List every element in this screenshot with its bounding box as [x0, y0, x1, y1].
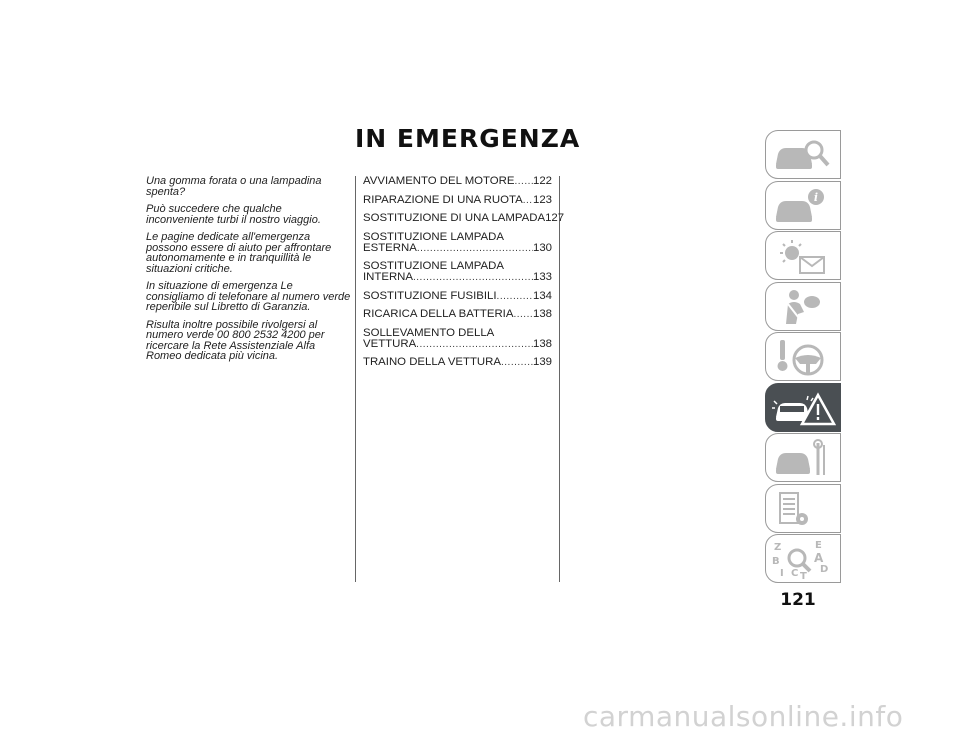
- chapter-tab-maintenance[interactable]: [765, 433, 841, 482]
- toc-label: SOSTITUZIONE FUSIBILI: [363, 289, 497, 302]
- toc-label: AVVIAMENTO DEL MOTORE: [363, 175, 515, 187]
- toc-label-line1: SOSTITUZIONE LAMPADA: [363, 260, 504, 272]
- toc-label: RICARICA DELLA BATTERIA: [363, 308, 514, 320]
- steering-wheel-icon: [770, 336, 836, 378]
- toc-label: INTERNA: [363, 271, 413, 283]
- toc-entry[interactable]: [363, 195, 552, 206]
- index-letter: E: [815, 540, 822, 551]
- toc-page: 123: [532, 193, 552, 206]
- column-divider: [355, 176, 356, 582]
- warning-light-message-icon: [770, 235, 836, 277]
- svg-text:i: i: [813, 190, 819, 204]
- chapter-tab-technical-data[interactable]: [765, 484, 841, 533]
- toc-entry[interactable]: [363, 328, 552, 350]
- chapter-tab-safety[interactable]: [765, 282, 841, 331]
- intro-text: [146, 176, 352, 369]
- index-letter: D: [820, 564, 829, 575]
- index-letter: B: [772, 556, 780, 567]
- chapter-tab-car-search[interactable]: [765, 130, 841, 179]
- toc-entry[interactable]: [363, 176, 552, 187]
- page-number: 121: [780, 590, 816, 610]
- toc-label: SOSTITUZIONE DI UNA LAMPADA: [363, 212, 546, 224]
- chapter-tab-warning-lights[interactable]: [765, 231, 841, 280]
- chapter-tabs: [765, 130, 841, 585]
- intro-paragraph: Risulta inoltre possibile rivolgersi al numero verde 00 800 2532 4200 per ricercare la Rete Assistenziale Alfa Romeo dedicata più vicina.: [146, 318, 325, 362]
- toc-entry[interactable]: [363, 212, 565, 224]
- toc-page: 127: [545, 212, 565, 224]
- chapter-tab-car-info[interactable]: [765, 181, 841, 230]
- index-letter: I: [780, 568, 784, 579]
- page-title: IN EMERGENZA: [355, 124, 581, 153]
- car-info-icon: [770, 185, 836, 227]
- chapter-tab-emergency[interactable]: [765, 383, 841, 432]
- chapter-tab-index[interactable]: [765, 534, 841, 583]
- technical-data-list-icon: [770, 488, 836, 530]
- toc-entry[interactable]: [363, 291, 552, 302]
- car-tools-icon: [770, 437, 836, 479]
- toc-label-line1: SOSTITUZIONE LAMPADA: [363, 230, 504, 243]
- toc-label-line1: SOLLEVAMENTO DELLA: [363, 326, 495, 339]
- car-search-icon: [770, 134, 836, 176]
- toc-page: 130: [532, 241, 552, 254]
- toc-label: ESTERNA: [363, 241, 417, 254]
- chapter-tab-driving[interactable]: [765, 332, 841, 381]
- index-letter: T: [800, 571, 807, 580]
- toc-page: 139: [532, 356, 552, 368]
- index-letter: Z: [774, 542, 782, 553]
- column-divider: [559, 176, 560, 582]
- toc-entry[interactable]: [363, 232, 552, 254]
- toc-label: VETTURA: [363, 337, 417, 350]
- intro-paragraph: Una gomma forata o una lampadina spenta?: [146, 175, 322, 198]
- toc-entry[interactable]: [363, 309, 552, 320]
- table-of-contents: [363, 175, 565, 376]
- toc-entry[interactable]: [363, 357, 552, 368]
- intro-paragraph: In situazione di emergenza Le consigliamo di telefonare al numero verde reperibile sul Libretto di Garanzia.: [146, 280, 351, 313]
- toc-page: 138: [532, 337, 552, 350]
- toc-page: 134: [532, 289, 552, 302]
- toc-page: 138: [532, 308, 552, 320]
- toc-label: RIPARAZIONE DI UNA RUOTA: [363, 193, 523, 206]
- toc-label: TRAINO DELLA VETTURA: [363, 356, 501, 368]
- toc-page: 133: [532, 271, 552, 283]
- toc-entry[interactable]: [363, 261, 552, 283]
- car-emergency-triangle-icon: [770, 387, 836, 429]
- intro-paragraph: Può succedere che qualche inconveniente turbi il nostro viaggio.: [146, 203, 321, 226]
- alphabetical-index-icon: [770, 538, 836, 580]
- toc-page: 122: [532, 175, 552, 187]
- index-letter: A: [814, 551, 824, 565]
- seatbelt-airbag-icon: [770, 286, 836, 328]
- intro-paragraph: Le pagine dedicate all'emergenza possono essere di aiuto per affrontare autonomamente e in tranquillità le situazioni critiche.: [146, 231, 332, 275]
- watermark: carmanualsonline.info: [583, 700, 904, 733]
- index-letter: C: [791, 568, 799, 579]
